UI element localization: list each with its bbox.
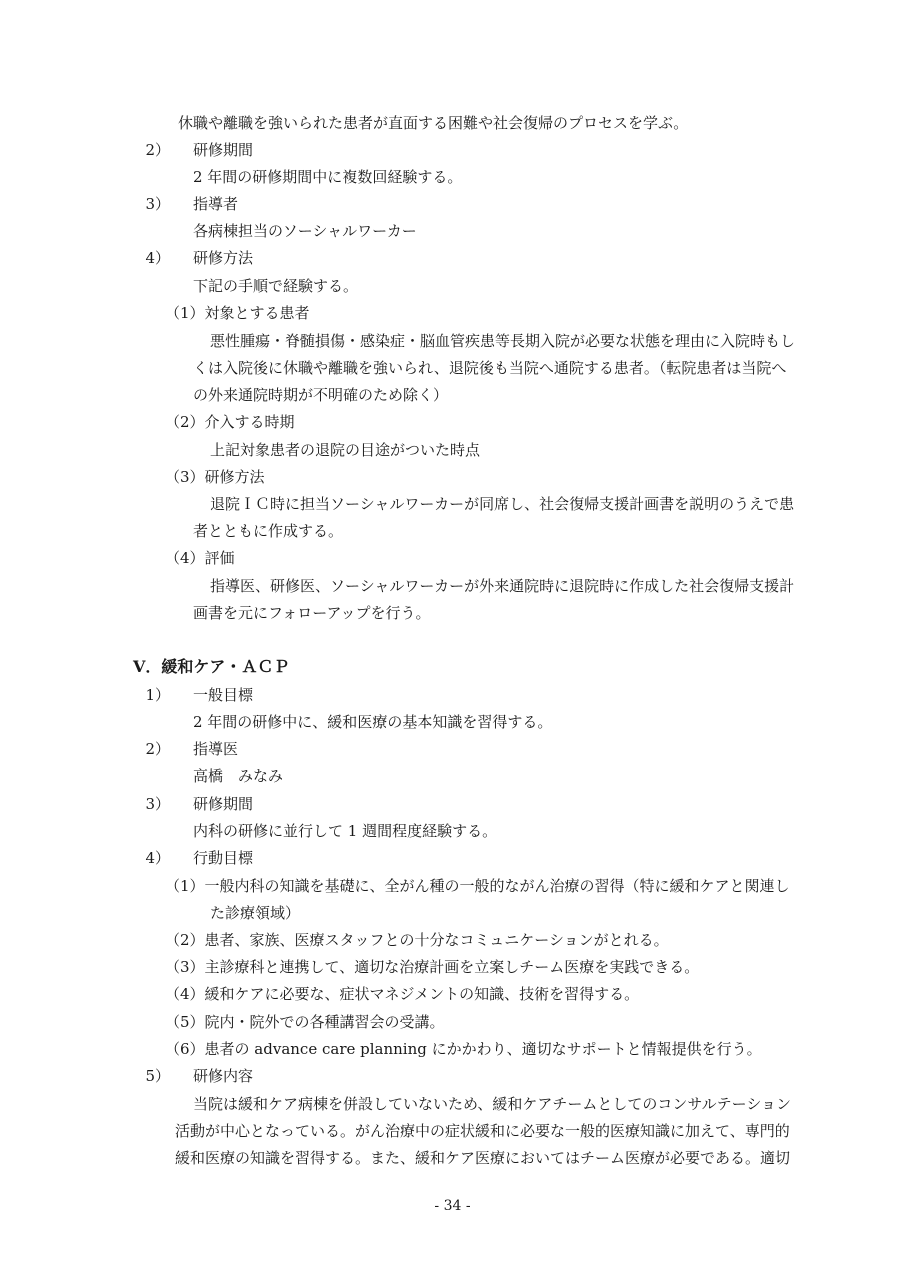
body-line: 画書を元にフォローアップを行う。 bbox=[193, 604, 431, 622]
item-title: 指導医 bbox=[193, 740, 239, 758]
goal-line: （6）患者の advance care planning にかかわり、適切なサポートと情報提供を行う。 bbox=[165, 1040, 762, 1058]
body-line: 緩和医療の知識を習得する。また、緩和ケア医療においてはチーム医療が必要である。適切 bbox=[175, 1149, 791, 1167]
item-number: 3） bbox=[145, 795, 170, 813]
goal-line: （5）院内・院外での各種講習会の受講。 bbox=[165, 1013, 445, 1031]
goal-line: （3）主診療科と連携して、適切な治療計画を立案しチーム医療を実践できる。 bbox=[165, 958, 700, 976]
body-line: 下記の手順で経験する。 bbox=[193, 277, 359, 295]
item-title: 研修期間 bbox=[193, 795, 254, 813]
body-line: 上記対象患者の退院の目途がついた時点 bbox=[210, 441, 481, 459]
item-title: 指導者 bbox=[193, 195, 239, 213]
item-title: 行動目標 bbox=[193, 849, 254, 867]
subitem-label: （3）研修方法 bbox=[165, 468, 265, 486]
body-line: 2 年間の研修期間中に複数回経験する。 bbox=[193, 168, 463, 186]
body-line: 指導医、研修医、ソーシャルワーカーが外来通院時に退院時に作成した社会復帰支援計 bbox=[210, 577, 795, 595]
body-line: 高橋 みなみ bbox=[193, 767, 284, 785]
body-line: 内科の研修に並行して 1 週間程度経験する。 bbox=[193, 822, 498, 840]
body-line: 各病棟担当のソーシャルワーカー bbox=[193, 222, 417, 240]
body-line: 当院は緩和ケア病棟を併設していないため、緩和ケアチームとしてのコンサルテーション bbox=[193, 1095, 792, 1113]
item-title: 研修期間 bbox=[193, 141, 254, 159]
subitem-label: （2）介入する時期 bbox=[165, 413, 295, 431]
body-line: 2 年間の研修中に、緩和医療の基本知識を習得する。 bbox=[193, 713, 553, 731]
item-number: 4） bbox=[145, 249, 170, 267]
page-number: - 34 - bbox=[434, 1198, 471, 1214]
body-line: くは入院後に休職や離職を強いられ、退院後も当院へ通院する患者。（転院患者は当院へ bbox=[193, 359, 787, 377]
body-line: 活動が中心となっている。がん治療中の症状緩和に必要な一般的医療知識に加えて、専門的 bbox=[175, 1122, 790, 1140]
subitem-label: （1）対象とする患者 bbox=[165, 304, 310, 322]
item-title: 研修内容 bbox=[193, 1067, 254, 1085]
item-number: 1） bbox=[145, 686, 170, 704]
body-line: 休職や離職を強いられた患者が直面する困難や社会復帰のプロセスを学ぶ。 bbox=[178, 114, 689, 132]
item-number: 2） bbox=[145, 141, 170, 159]
item-title: 研修方法 bbox=[193, 249, 254, 267]
body-line: の外来通院時期が不明確のため除く） bbox=[193, 386, 449, 404]
item-number: 4） bbox=[145, 849, 170, 867]
body-line: 者とともに作成する。 bbox=[193, 522, 344, 540]
item-number: 5） bbox=[145, 1067, 170, 1085]
goal-line: （1）一般内科の知識を基礎に、全がん種の一般的ながん治療の習得（特に緩和ケアと関連し bbox=[165, 877, 790, 895]
body-line: 悪性腫瘍・脊髄損傷・感染症・脳血管疾患等長期入院が必要な状態を理由に入院時もし bbox=[210, 332, 796, 350]
goal-line: （2）患者、家族、医療スタッフとの十分なコミュニケーションがとれる。 bbox=[165, 931, 669, 949]
section-heading: V．緩和ケア・ＡＣＰ bbox=[133, 657, 290, 676]
item-number: 2） bbox=[145, 740, 170, 758]
item-title: 一般目標 bbox=[193, 686, 254, 704]
body-line: 退院ＩＣ時に担当ソーシャルワーカーが同席し、社会復帰支援計画書を説明のうえで患 bbox=[210, 495, 795, 513]
subitem-label: （4）評価 bbox=[165, 549, 235, 567]
goal-line: た診療領域） bbox=[210, 904, 301, 922]
item-number: 3） bbox=[145, 195, 170, 213]
goal-line: （4）緩和ケアに必要な、症状マネジメントの知識、技術を習得する。 bbox=[165, 985, 640, 1003]
